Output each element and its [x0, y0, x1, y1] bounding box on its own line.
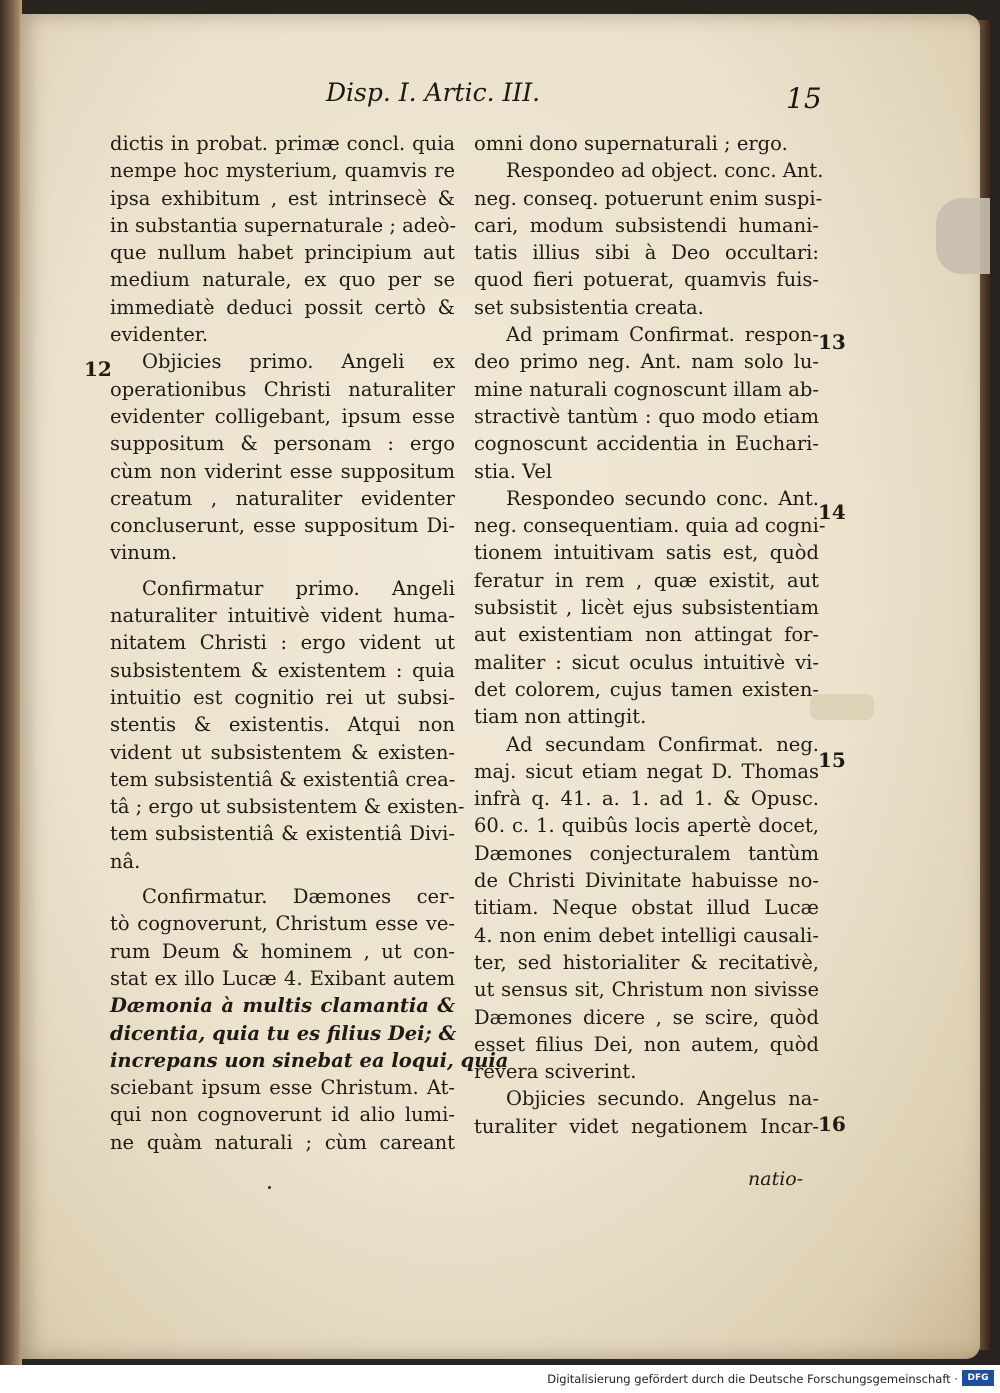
- text-line: set subsistentia creata.: [474, 295, 704, 319]
- text-line: de Christi Divinitate habuisse no-: [474, 869, 819, 893]
- text-line: dictis in probat. primæ concl. quia: [110, 132, 455, 155]
- text-line: 4. non enim debet intelligi causali-: [474, 923, 819, 947]
- text-line: neg. consequentiam. quia ad cogni-: [474, 514, 826, 538]
- text-line: tem subsistentiâ & existentiâ crea-: [110, 767, 456, 791]
- text-line: tionem intuitivam satis est, quòd: [474, 541, 819, 565]
- marginal-number: 16: [818, 1112, 846, 1136]
- text-line: tiam non attingit.: [474, 705, 647, 729]
- text-line: concluserunt, esse suppositum Di-: [110, 514, 455, 538]
- text-line: sciebant ipsum esse Christum. At-: [110, 1076, 455, 1100]
- footer-credit: Digitalisierung gefördert durch die Deutsche Forschungsgemeinschaft ·: [547, 1372, 958, 1386]
- text-line: Respondeo secundo conc. Ant.: [506, 486, 819, 510]
- marginal-number: 14: [818, 500, 846, 524]
- text-line: evidenter.: [110, 323, 209, 347]
- text-line: 60. c. 1. quibûs locis apertè docet,: [474, 814, 819, 838]
- text-line: nempe hoc mysterium, quamvis re: [110, 159, 455, 183]
- text-line: maj. sicut etiam negat D. Thomas: [474, 759, 819, 783]
- text-line: immediatè deduci possit certò &: [110, 295, 455, 319]
- text-line: increpans uon sinebat ea loqui, quia: [110, 1048, 509, 1072]
- text-line: Respondeo ad object. conc. Ant.: [506, 159, 824, 183]
- text-line: vident ut subsistentem & existen-: [110, 740, 455, 764]
- marginal-number: 12: [84, 357, 112, 381]
- text-line: mine naturali cognoscunt illam ab-: [474, 377, 819, 401]
- text-line: ut sensus sit, Christum non sivisse: [474, 978, 819, 1002]
- dfg-logo-icon: DFG: [962, 1370, 994, 1386]
- text-line: Dæmones conjecturalem tantùm: [474, 841, 819, 865]
- text-line: titiam. Neque obstat illud Lucæ: [474, 896, 819, 920]
- scanner-clip: [936, 198, 990, 274]
- text-line: neg. conseq. potuerunt enim suspi-: [474, 186, 823, 210]
- text-line: qui non cognoverunt id alio lumi-: [110, 1103, 455, 1127]
- ink-speck: [268, 1186, 271, 1189]
- marginal-number: 13: [818, 330, 846, 354]
- text-line: tâ ; ergo ut subsistentem & existen-: [110, 795, 465, 819]
- text-line: aut existentiam non attingat for-: [474, 623, 819, 647]
- text-line: cari, modum subsistendi humani-: [474, 213, 819, 237]
- text-line: turaliter videt negationem Incar-: [474, 1114, 819, 1138]
- text-line: medium naturale, ex quo per se: [110, 268, 455, 292]
- text-line: esset filius Dei, non autem, quòd: [474, 1032, 819, 1056]
- text-line: intuitio est cognitio rei ut subsi-: [110, 685, 455, 709]
- text-line: Confirmatur primo. Angeli: [142, 576, 455, 600]
- text-line: naturaliter intuitivè vident huma-: [110, 604, 455, 628]
- previous-page-edge: [0, 0, 22, 1365]
- paper-stain: [810, 694, 874, 720]
- text-line: ne quàm naturali ; cùm careant: [110, 1130, 455, 1154]
- text-line: Ad primam Confirmat. respon-: [506, 323, 819, 347]
- text-line: rum Deum & hominem , ut con-: [110, 939, 455, 963]
- text-line: Objicies primo. Angeli ex: [142, 350, 455, 374]
- text-line: Confirmatur. Dæmones cer-: [142, 885, 455, 909]
- text-line: subsistentem & existentem : quia: [110, 658, 455, 682]
- text-line: creatum , naturaliter evidenter: [110, 486, 455, 510]
- page-number: 15: [786, 82, 822, 115]
- text-line: que nullum habet principium aut: [110, 241, 455, 265]
- catchword: natio-: [748, 1168, 804, 1190]
- text-line: ter, sed historialiter & recitativè,: [474, 950, 819, 974]
- text-line: tatis illius sibi à Deo occultari:: [474, 241, 819, 265]
- text-line: Objicies secundo. Angelus na-: [506, 1087, 819, 1111]
- running-head: Disp. I. Artic. III.: [326, 78, 541, 107]
- text-line: evidenter colligebant, ipsum esse: [110, 404, 455, 428]
- right-column: [474, 130, 826, 1140]
- text-line: Ad secundam Confirmat. neg.: [506, 732, 819, 756]
- text-line: stractivè tantùm : quo modo etiam: [474, 404, 819, 428]
- text-line: maliter : sicut oculus intuitivè vi-: [474, 650, 819, 674]
- text-line: tò cognoverunt, Christum esse ve-: [110, 912, 455, 936]
- text-line: Dæmonia à multis clamantia &: [110, 994, 455, 1018]
- text-line: omni dono supernaturali ; ergo.: [474, 132, 788, 155]
- text-line: Dæmones dicere , se scire, quòd: [474, 1005, 819, 1029]
- text-line: nâ.: [110, 849, 141, 873]
- paragraph-gap: [110, 875, 455, 883]
- paragraph-gap: [110, 567, 455, 575]
- text-line: cùm non viderint esse suppositum: [110, 459, 455, 483]
- text-line: tem subsistentiâ & existentiâ Divi-: [110, 822, 455, 846]
- text-line: suppositum & personam : ergo: [110, 432, 455, 456]
- left-column: [110, 130, 509, 1156]
- text-line: det colorem, cujus tamen existen-: [474, 677, 819, 701]
- text-line: infrà q. 41. a. 1. ad 1. & Opusc.: [474, 787, 819, 811]
- marginal-number: 15: [818, 748, 846, 772]
- text-line: nitatem Christi : ergo vident ut: [110, 631, 455, 655]
- text-line: vinum.: [110, 541, 178, 565]
- text-line: revera sciverint.: [474, 1060, 637, 1084]
- text-line: ipsa exhibitum , est intrinsecè &: [110, 186, 455, 210]
- text-line: deo primo neg. Ant. nam solo lu-: [474, 350, 819, 374]
- text-line: quod fieri potuerat, quamvis fuis-: [474, 268, 819, 292]
- text-line: feratur in rem , quæ existit, aut: [474, 568, 819, 592]
- text-line: in substantia supernaturale ; adeò-: [110, 213, 457, 237]
- text-line: stia. Vel: [474, 459, 553, 483]
- text-line: stat ex illo Lucæ 4. Exibant autem: [110, 966, 455, 990]
- text-line: operationibus Christi naturaliter: [110, 377, 455, 401]
- text-line: subsistit , licèt ejus subsistentiam: [474, 596, 819, 620]
- text-line: dicentia, quia tu es filius Dei; &: [110, 1021, 457, 1045]
- text-line: stentis & existentis. Atqui non: [110, 713, 455, 737]
- text-line: cognoscunt accidentia in Euchari-: [474, 432, 819, 456]
